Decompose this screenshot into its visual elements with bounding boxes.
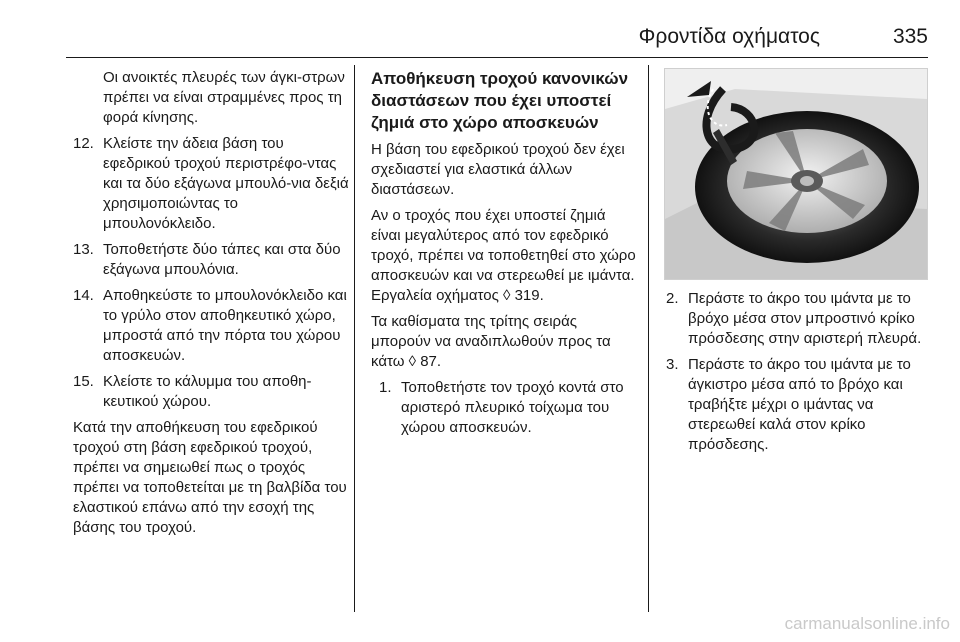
step-number: 3. (666, 356, 679, 373)
step-15 (73, 372, 349, 412)
reference-arrow-icon: ◊ (408, 353, 417, 370)
step-number: 13. (73, 241, 94, 258)
step-number: 15. (73, 373, 94, 390)
storage-note-paragraph: Κατά την αποθήκευση του εφεδρικού τροχού στη βάση εφεδρικού τροχού, πρέπει να σημειωθεί πως ο τροχός πρέπει να τοποθετείται με τη βαλβίδα του ελαστικού επάνω από την εσοχή της βάσης του τροχού. (73, 419, 347, 536)
paragraph-2-text: Αν ο τροχός που έχει υποστεί ζημιά είναι μεγαλύτερος από τον εφεδρικό τροχό, πρέπει να τοποθετηθεί στο χώρο αποσκευών και να στερεωθεί με ιμάντα. Εργαλεία οχήματος (371, 207, 636, 304)
step-number: 14. (73, 287, 94, 304)
paragraph-2 (371, 206, 637, 306)
page-number: 335 (892, 25, 928, 48)
column-2 (371, 68, 637, 438)
wheel-strap-drawing (665, 69, 927, 279)
header-rule (66, 57, 928, 58)
step-13 (73, 240, 349, 280)
section-heading: Αποθήκευση τροχού κανονικών διαστάσεων που έχει υποστεί ζημιά στο χώρο αποσκευών (371, 69, 629, 132)
step-text: Κλείστε την άδεια βάση του εφεδρικού τροχού περιστρέφο-ντας και τα δύο εξάγωνα μπουλό-νια δεξιά χρησιμοποιώντας το μπουλονόκλειδο. (103, 135, 349, 232)
page-reference[interactable]: 87. (420, 353, 442, 370)
step-text: Περάστε το άκρο του ιμάντα με το βρόχο μέσα στον μπροστινό κρίκο πρόσδεσης στην αριστερή πλευρά. (688, 290, 922, 347)
step-2 (666, 289, 932, 349)
step-12 (73, 134, 349, 234)
column-divider-1 (354, 65, 355, 612)
step-text: Τοποθετήστε τον τροχό κοντά στο αριστερό πλευρικό τοίχωμα του χώρου αποσκευών. (401, 379, 624, 436)
step-1 (371, 378, 637, 438)
paragraph-3-text: Τα καθίσματα της τρίτης σειράς μπορούν να αναδιπλωθούν προς τα κάτω (371, 313, 611, 370)
step-text: Αποθηκεύστε το μπουλονόκλειδο και το γρύλο στον αποθηκευτικό χώρο, μπροστά από την πόρτα του χώρου αποσκευών. (103, 287, 347, 364)
step-text: Κλείστε το κάλυμμα του αποθη-κευτικού χώρου. (103, 373, 312, 410)
step-14 (73, 286, 349, 366)
step-3 (666, 355, 932, 455)
reference-arrow-icon: ◊ (503, 287, 511, 304)
page-header-title: Φροντίδα οχήματος (638, 25, 820, 48)
column-3 (666, 289, 932, 455)
step-number: 1. (379, 379, 392, 396)
spare-wheel-illustration (664, 68, 928, 280)
step-text: Περάστε το άκρο του ιμάντα με το άγκιστρο μέσα από το βρόχο και τραβήξτε μέχρι ο ιμάντας να στερεωθεί καλά στον κρίκο πρόσδεσης. (688, 356, 911, 453)
watermark-text: carmanualsonline.info (784, 614, 950, 633)
paragraph-1: Η βάση του εφεδρικού τροχού δεν έχει σχεδιαστεί για ελαστικά άλλων διαστάσεων. (371, 141, 625, 198)
page-reference[interactable]: 319. (514, 287, 544, 304)
paragraph-3 (371, 312, 637, 372)
column-1 (73, 68, 349, 538)
step-text: Τοποθετήστε δύο τάπες και στα δύο εξάγωνα μπουλόνια. (103, 241, 341, 278)
column-divider-2 (648, 65, 649, 612)
step-number: 2. (666, 290, 679, 307)
step-number: 12. (73, 135, 94, 152)
continued-text: Οι ανοικτές πλευρές των άγκι-στρων πρέπει να είναι στραμμένες προς τη φορά κίνησης. (103, 69, 345, 126)
